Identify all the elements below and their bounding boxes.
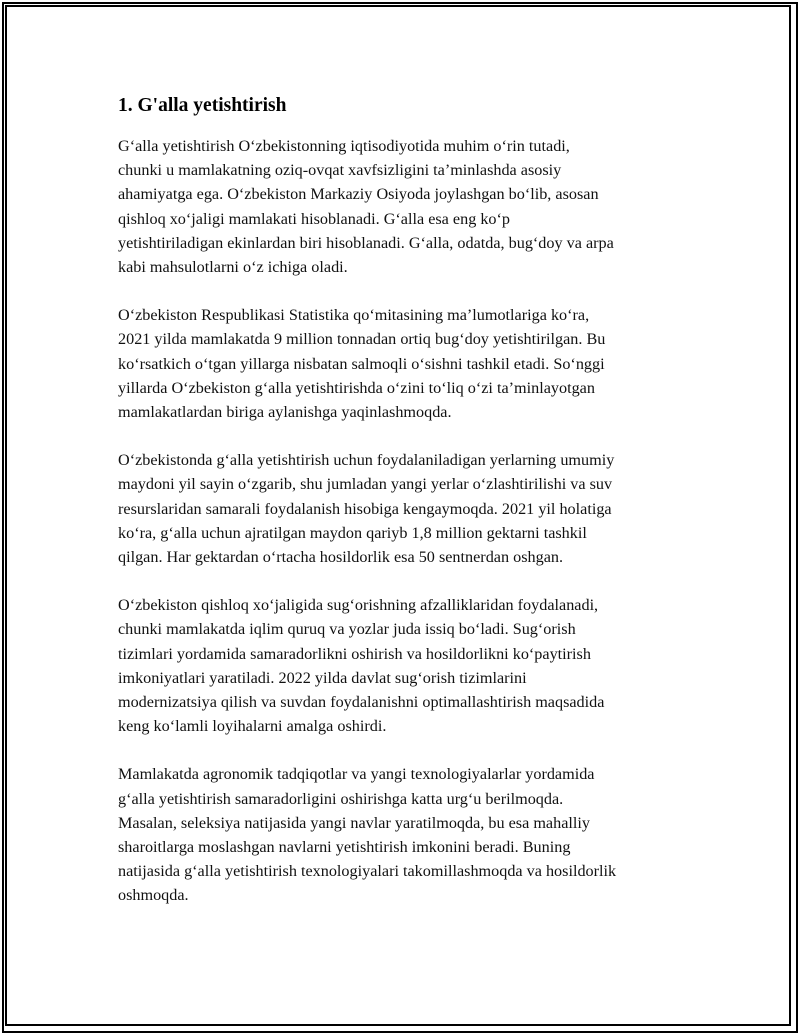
paragraph-land-area: O‘zbekistonda g‘alla yetishtirish uchun foydalaniladigan yerlarning umumiy maydoni yil sayin o‘zgarib, shu jumladan yangi yerlar o‘zlashtirilishi va suv resurslaridan samarali foydalanish hisobiga kengaymoqda. 2021 yil holatiga ko‘ra, g‘alla uchun ajratilgan maydon qariyb 1,8 million gektarni tashkil qilgan. Har gektardan o‘rtacha hosildorlik esa 50 sentnerdan oshgan. [118,451,615,567]
paragraph-intro: G‘alla yetishtirish O‘zbekistonning iqtisodiyotida muhim o‘rin tutadi, chunki u mamlakatning oziq-ovqat xavfsizligini ta’minlashda asosiy ahamiyatga ega. O‘zbekiston Markaziy Osiyoda joylashgan bo‘lib, asosan qishloq xo‘jaligi mamlakati hisoblanadi. G‘alla esa eng ko‘p yetishtiriladigan ekinlardan biri hisoblanadi. G‘alla, odatda, bug‘doy va arpa kabi mahsulotlarni o‘z ichiga oladi. [118,137,614,277]
paragraph-irrigation: O‘zbekiston qishloq xo‘jaligida sug‘orishning afzalliklaridan foydalanadi, chunki mamlakatda iqlim quruq va yozlar juda issiq bo‘ladi. Sug‘orish tizimlari yordamida samaradorlikni oshirish va hosildorlikni ko‘paytirish imkoniyatlari yaratiladi. 2022 yilda davlat sug‘orish tizimlarini modernizatsiya qilish va suvdan foydalanishni optimallashtirish maqsadida keng ko‘lamli loyihalarni amalga oshirdi. [118,596,605,736]
paragraph-technology: Mamlakatda agronomik tadqiqotlar va yangi texnologiyalarlar yordamida g‘alla yetishtirish samaradorligini oshirishga katta urg‘u berilmoqda. Masalan, seleksiya natijasida yangi navlar yaratilmoqda, bu esa mahalliy sharoitlarga moslashgan navlarni yetishtirish imkonini beradi. Buning natijasida g‘alla yetishtirish texnologiyalari takomillashmoqda va hosildorlik oshmoqda. [118,765,617,905]
document-body [118,92,688,908]
section-heading: 1. G'alla yetishtirish [118,95,287,116]
paragraph-statistics: O‘zbekiston Respublikasi Statistika qo‘mitasining ma’lumotlariga ko‘ra, 2021 yilda mamlakatda 9 million tonnadan ortiq bug‘doy yetishtirilgan. Bu ko‘rsatkich o‘tgan yillarga nisbatan salmoqli o‘sishni tashkil etadi. So‘nggi yillarda O‘zbekiston g‘alla yetishtirishda o‘zini to‘liq o‘zi ta’minlayotgan mamlakatlardan biriga aylanishga yaqinlashmoqda. [118,306,606,422]
